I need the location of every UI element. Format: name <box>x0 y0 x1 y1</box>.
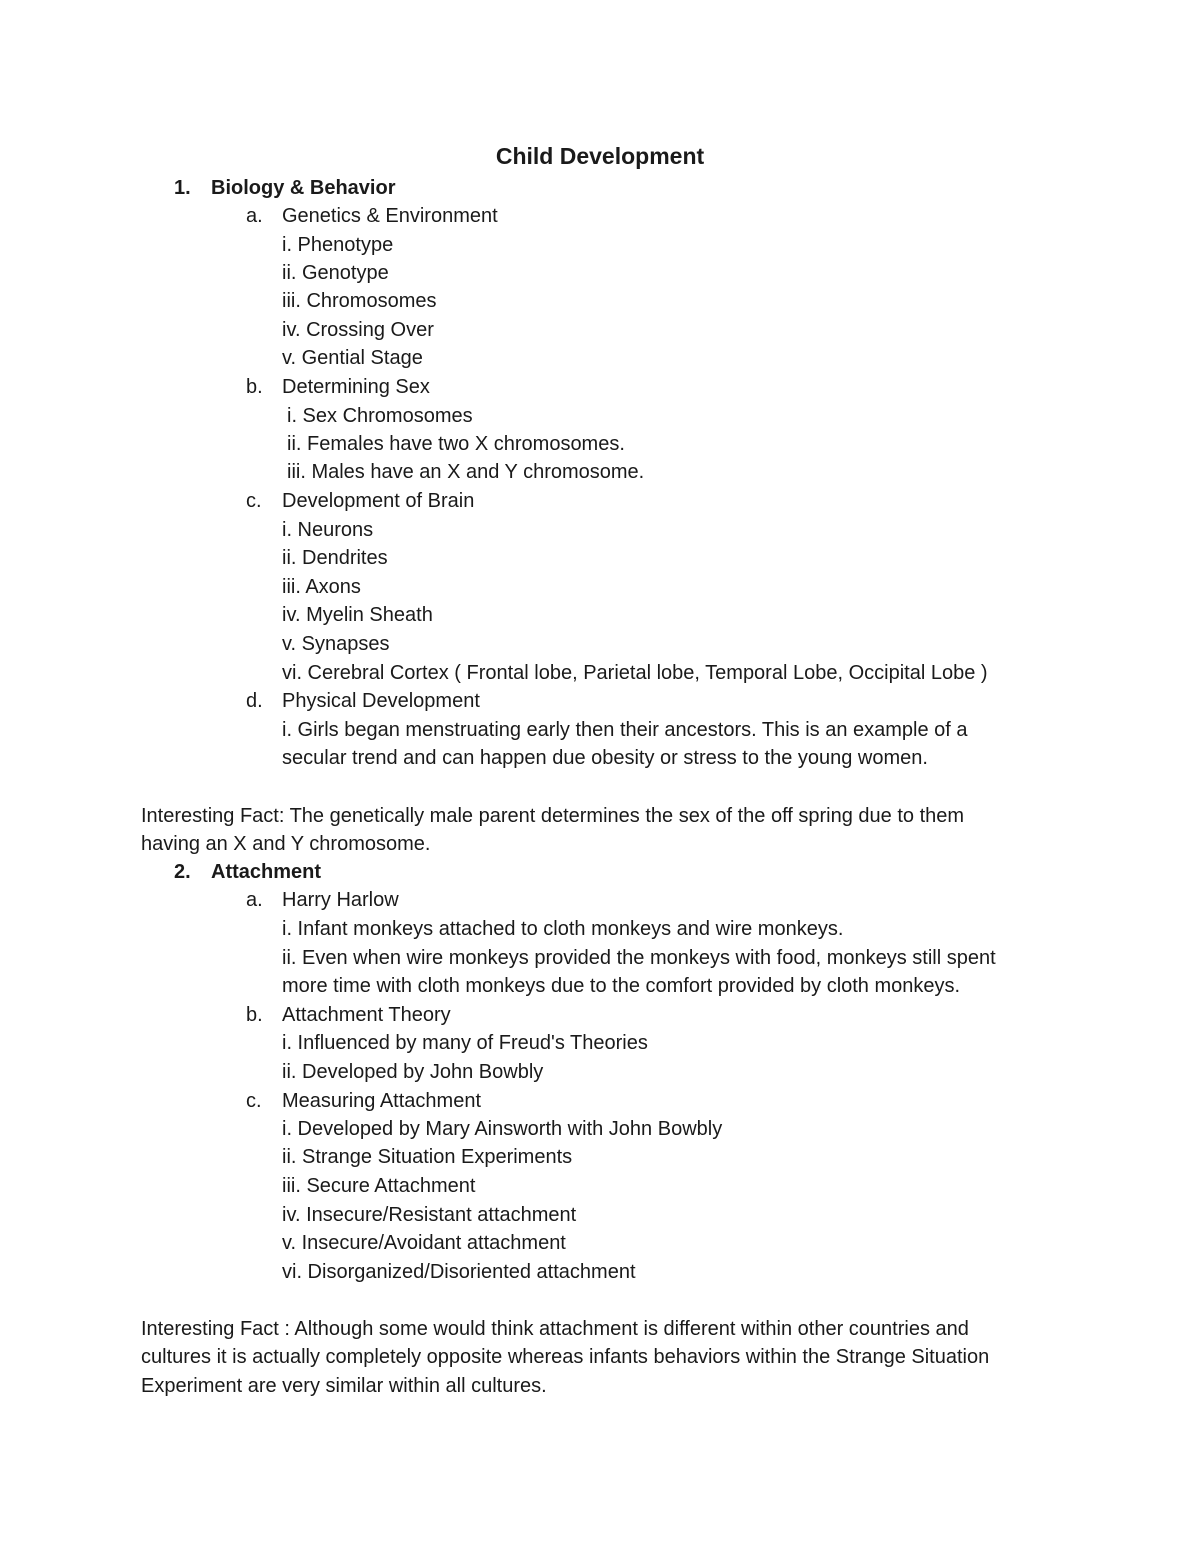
list-item: i. Developed by Mary Ainsworth with John Bowbly <box>282 1118 723 1140</box>
page-title: Child Development <box>495 143 705 169</box>
list-item: ii. Strange Situation Experiments <box>282 1146 573 1168</box>
list-item: i. Neurons <box>282 519 374 541</box>
list-item: i. Infant monkeys attached to cloth monkeys and wire monkeys. <box>282 918 844 940</box>
list-item: more time with cloth monkeys due to the comfort provided by cloth monkeys. <box>282 975 961 997</box>
subsection-label: Measuring Attachment <box>282 1090 481 1112</box>
interesting-fact: having an X and Y chromosome. <box>141 833 431 855</box>
subsection-label: Development of Brain <box>282 490 475 512</box>
subsection-marker: b. <box>246 376 263 398</box>
list-item: i. Influenced by many of Freud's Theories <box>282 1032 648 1054</box>
list-item: iii. Secure Attachment <box>282 1175 476 1197</box>
subsection-marker: d. <box>246 690 263 712</box>
section-number: 2. <box>174 861 191 883</box>
subsection-marker: a. <box>246 889 263 911</box>
list-item: ii. Females have two X chromosomes. <box>287 433 625 455</box>
subsection-marker: b. <box>246 1004 263 1026</box>
subsection-marker: c. <box>246 1090 262 1112</box>
list-item: iv. Insecure/Resistant attachment <box>282 1204 577 1226</box>
list-item: secular trend and can happen due obesity or stress to the young women. <box>282 747 928 769</box>
list-item: i. Phenotype <box>282 234 394 256</box>
section-heading: Biology & Behavior <box>211 177 396 199</box>
list-item: ii. Genotype <box>282 262 389 284</box>
subsection-label: Attachment Theory <box>282 1004 451 1026</box>
list-item: iii. Males have an X and Y chromosome. <box>287 461 645 483</box>
list-item: iii. Axons <box>282 576 361 598</box>
interesting-fact: cultures it is actually completely opposite whereas infants behaviors within the Strange Situation <box>141 1346 990 1368</box>
list-item: iv. Myelin Sheath <box>282 604 433 626</box>
list-item: ii. Developed by John Bowbly <box>282 1061 544 1083</box>
subsection-marker: c. <box>246 490 262 512</box>
list-item: v. Insecure/Avoidant attachment <box>282 1232 566 1254</box>
subsection-marker: a. <box>246 205 263 227</box>
section-heading: Attachment <box>211 861 322 883</box>
list-item: ii. Dendrites <box>282 547 388 569</box>
subsection-label: Determining Sex <box>282 376 430 398</box>
subsection-label: Harry Harlow <box>282 889 399 911</box>
section-number: 1. <box>174 177 191 199</box>
list-item: i. Girls began menstruating early then their ancestors. This is an example of a <box>282 719 968 741</box>
list-item: iii. Chromosomes <box>282 290 437 312</box>
list-item: v. Gential Stage <box>282 347 423 369</box>
list-item: i. Sex Chromosomes <box>287 405 473 427</box>
interesting-fact: Experiment are very similar within all cultures. <box>141 1375 547 1397</box>
interesting-fact: Interesting Fact : Although some would think attachment is different within other countries and <box>141 1318 969 1340</box>
subsection-label: Genetics & Environment <box>282 205 498 227</box>
list-item: v. Synapses <box>282 633 390 655</box>
list-item: iv. Crossing Over <box>282 319 434 341</box>
interesting-fact: Interesting Fact: The genetically male parent determines the sex of the off spring due to them <box>141 805 965 827</box>
list-item: vi. Cerebral Cortex ( Frontal lobe, Parietal lobe, Temporal Lobe, Occipital Lobe ) <box>282 662 988 684</box>
list-item: ii. Even when wire monkeys provided the monkeys with food, monkeys still spent <box>282 947 996 969</box>
list-item: vi. Disorganized/Disoriented attachment <box>282 1261 636 1283</box>
subsection-label: Physical Development <box>282 690 480 712</box>
